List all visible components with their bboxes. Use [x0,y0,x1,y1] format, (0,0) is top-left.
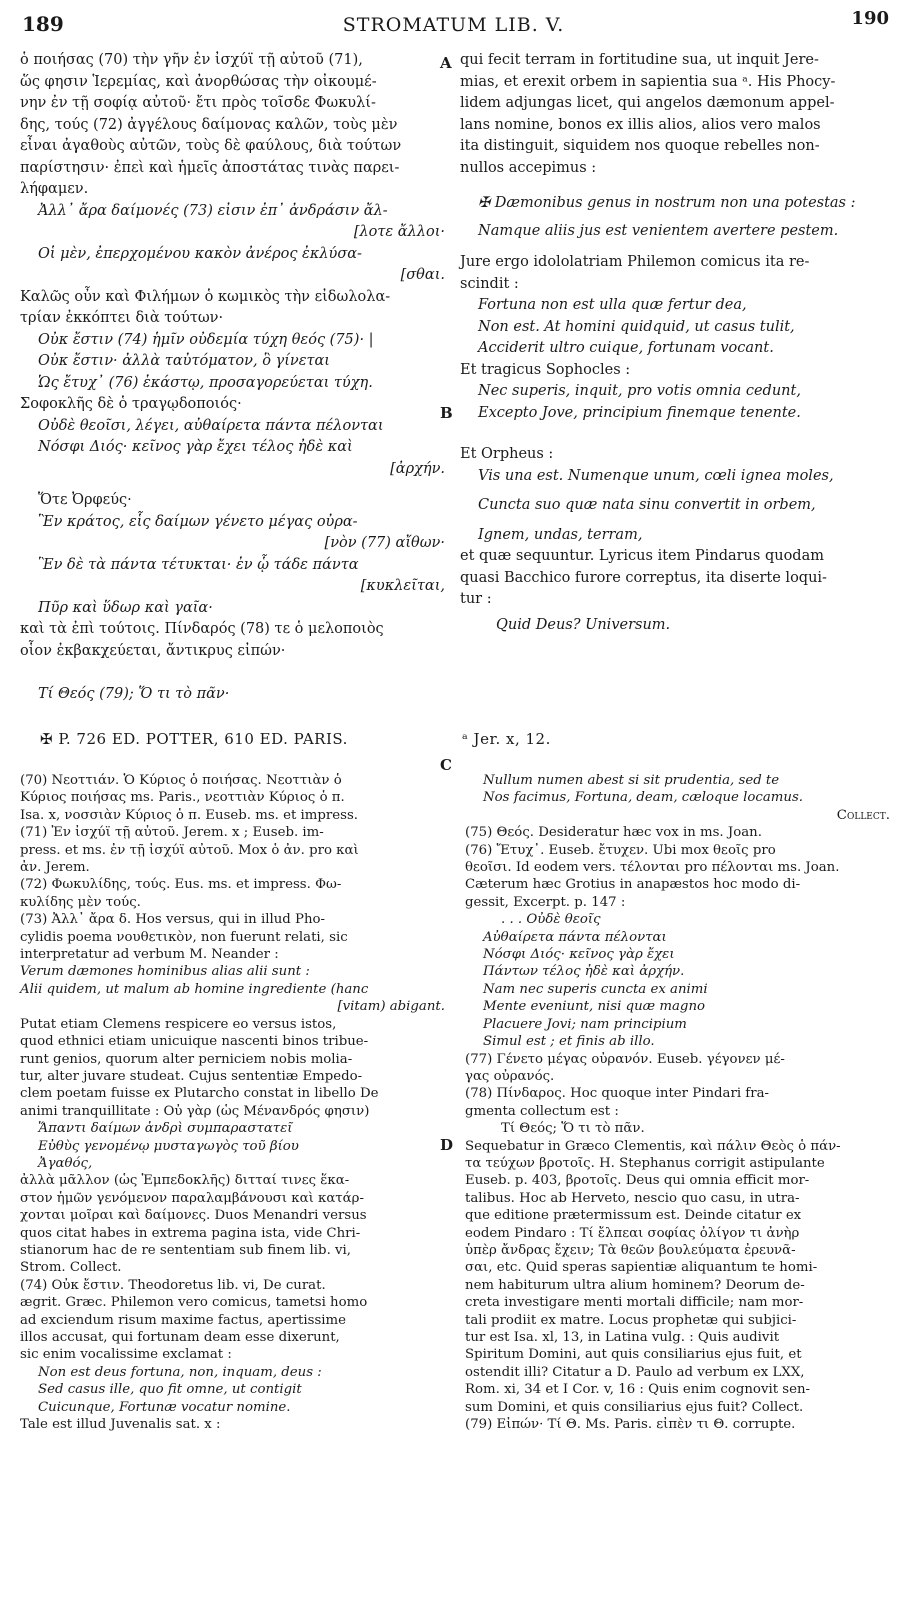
greek-verse-line: Ἓν κράτος, εἷς δαίμων γένετο μέγας οὐρα- [38,513,358,530]
greek-verse-line: [νὸν (77) αἴθων· [324,535,445,551]
greek-verse-line: Οὐκ ἔστιν· ἀλλὰ ταὐτόματον, ὃ γίνεται [38,353,330,369]
latin-verse-line: Quid Deus? Universum. [496,616,671,633]
note-line: γας οὐρανός. [465,1068,555,1084]
latin-line: et quæ sequuntur. Lyricus item Pindarus quodam [460,548,824,564]
note-line: σαι, etc. Quid speras sapientiæ aliquantum te homi- [465,1260,818,1276]
note-line: (73) Ἀλλ᾽ ἄρα δ. Hos versus, qui in illud Pho- [20,912,326,928]
left-footer: ✠ P. 726 ED. POTTER, 610 ED. PARIS. [40,730,348,748]
note-line: χονται μοῖραι καὶ δαίμονες. Duos Menandri versus [20,1208,367,1224]
note-line: (78) Πίνδαρος. Hoc quoque inter Pindari fra- [465,1086,769,1102]
note-line: (76) Ἔτυχ᾽. Euseb. ἔτυχεν. Ubi mox θεοῖς pro [465,842,776,858]
note-line: interpretatur ad verbum M. Neander : [20,947,279,963]
note-line: Verum dæmones hominibus alias alii sunt : [20,964,310,980]
note-line: Αὐθαίρετα πάντα πέλονται [483,929,667,945]
greek-line: Ὅτε Ὀρφεύς· [38,492,132,508]
note-line: (74) Οὐκ ἔστιν. Theodoretus lib. vi, De curat. [20,1277,326,1293]
note-line: cylidis poema νουθετικὸν, non fuerunt relati, sic [20,929,348,945]
note-line: Euseb. p. 403, βροτοῖς. Deus qui omnia efficit mor- [465,1173,810,1189]
latin-line: lans nomine, bonos ex illis alios, alios vero malos [460,116,821,133]
note-line: tur est Isa. xl, 13, in Latina vulg. : Quis audivit [465,1330,780,1345]
note-line: Non est deus fortuna, non, inquam, deus : [38,1364,322,1380]
greek-line: Καλῶς οὖν καὶ Φιλήμων ὁ κωμικὸς τὴν εἰδωλολα- [20,288,391,305]
note-line: (79) Εἰπών· Τί Θ. Ms. Paris. εἰπὲν τι Θ. corrupte. [465,1417,796,1433]
note-line: tur, alter juvare studeat. Cujus sententiæ Empedo- [20,1068,363,1084]
note-line: ad exciendum risum maxime factus, apertissime [20,1312,347,1328]
note-line: Mente eveniunt, nisi quæ magno [483,999,706,1015]
note-line: (75) Θεός. Desideratur hæc vox in ms. Joan. [465,825,762,841]
note-line: Τί Θεός; Ὅ τι τὸ πᾶν. [501,1121,645,1137]
page-number-right: 190 [851,8,889,29]
running-header [18,8,889,38]
latin-line: Et Orpheus : [460,446,554,462]
greek-verse-line: Νόσφι Διός· κεῖνος γὰρ ἔχει τέλος ἠδὲ καὶ [38,439,353,455]
greek-verse-line: Οὐδὲ θεοῖσι, λέγει, αὐθαίρετα πάντα πέλονται [38,417,384,434]
note-line: θεοῖσι. Id eodem vers. τέλονται pro πέλονται ms. Joan. [465,860,840,876]
latin-line: ita distinguit, siquidem nos quoque rebelles non- [460,138,820,154]
note-line: quod ethnici etiam unicuique nascenti binos tribue- [20,1034,369,1050]
latin-verse-line: Vis una est. Numenque unum, cœli ignea moles, [478,467,834,484]
greek-verse-line: Ἓν δὲ τὰ πάντα τέτυκται· ἐν ᾧ τάδε πάντα [38,556,359,573]
note-line: Εὐθὺς γενομένῳ μυσταγωγὸς τοῦ βίου [38,1138,299,1154]
note-line: Alii quidem, ut malum ab homine ingrediente (hanc [20,981,369,997]
note-line: ὑπὲρ ἄνδρας ἔχειν; Τὰ θεῶν βουλεύματα ἐρευνᾶ- [465,1242,796,1258]
note-line: (72) Φωκυλίδης, τούς. Eus. ms. et impress. Φω- [20,877,342,893]
latin-verse-line: Namque aliis jus est venientem avertere pestem. [478,222,839,239]
greek-verse-line: Πῦρ καὶ ὕδωρ καὶ γαῖα· [38,599,213,616]
greek-line: εἶναι ἀγαθοὺς αὐτῶν, τοὺς δὲ φαύλους, διὰ τούτων [20,138,402,154]
latin-line: quasi Bacchico furore correptus, ita diserte loqui- [460,569,827,586]
note-line: Κύριος ποιήσας ms. Paris., νεοττιὰν Κύριος ὁ π. [20,790,345,806]
latin-line: Et tragicus Sophocles : [460,361,631,378]
note-line: τα τεύχων βροτοῖς. H. Stephanus corrigit astipulante [465,1155,825,1171]
note-line: gmenta collectum est : [465,1103,619,1119]
greek-verse-line: Τί Θεός (79); Ὅ τι τὸ πᾶν· [38,686,230,702]
greek-line: ὥς φησιν Ἱερεμίας, καὶ ἀνορθώσας τὴν οἰκουμέ- [20,73,377,90]
running-head-title: STROMATUM LIB. V. [342,14,565,36]
latin-line: tur : [460,591,492,607]
note-line: Cæterum hæc Grotius in anapæstos hoc modo di- [465,877,801,893]
note-line: Putat etiam Clemens respicere eo versus istos, [20,1016,337,1032]
greek-verse-line: Ὡς ἔτυχ᾽ (76) ἑκάστῳ, προσαγορεύεται τύχη. [38,374,373,391]
greek-verse-line: [λοτε ἄλλοι· [353,224,445,240]
notes-right [465,772,890,1433]
latin-verse-line: Nec superis, inquit, pro votis omnia cedunt, [478,383,801,399]
note-line: creta investigare menti mortali difficile; nam mor- [465,1295,804,1311]
latin-line: mias, et erexit orbem in sapientia sua ᵃ. His Phocy- [460,73,836,90]
margin-letter-b: B [440,404,453,422]
notes-left [20,772,445,1433]
latin-verse-line: ✠ Dæmonibus genus in nostrum non una potestas : [478,195,856,211]
note-line: Nullum numen abest si sit prudentia, sed te [483,773,780,788]
note-line: eodem Pindaro : Τί ἔλπεαι σοφίας ὀλίγον τι ἀνὴρ [465,1225,800,1241]
note-line: clem poetam fuisse ex Plutarcho constat in libello De [20,1086,379,1102]
note-line: quos citat habes in extrema pagina ista, vide Chri- [20,1225,361,1241]
greek-line: νην ἐν τῇ σοφίᾳ αὐτοῦ· ἔτι πρὸς τοῖσδε Φωκυλί- [20,95,376,111]
note-line: Collect. [836,807,890,823]
note-line: Sed casus ille, quo fit omne, ut contigit [38,1382,302,1398]
right-footnote: ᵃ Jer. x, 12. [462,730,551,748]
greek-line: Σοφοκλῆς δὲ ὁ τραγῳδοποιός· [20,396,242,412]
note-line: (77) Γένετο μέγας οὐρανόν. Euseb. γέγονεν μέ- [465,1051,785,1067]
note-line: Nam nec superis cuncta ex animi [483,981,708,997]
note-line: ἀλλὰ μᾶλλον (ὡς Ἐμπεδοκλῆς) διτταί τινες ἕκα- [20,1173,350,1189]
greek-verse-line: Οἱ μὲν, ἐπερχομένου κακὸν ἀνέρος ἐκλύσα- [38,245,362,262]
note-line: tali prodiit ex matre. Locus prophetæ qui subjici- [465,1312,797,1328]
margin-letter-a: A [440,54,452,72]
greek-line: οἷον ἐκβακχεύεται, ἄντικρυς εἰπών· [20,642,286,659]
greek-column [20,50,445,706]
note-line: Simul est ; et finis ab illo. [483,1034,655,1050]
note-line: Tale est illud Juvenalis sat. x : [20,1417,221,1433]
greek-verse-line: [κυκλεῖται, [360,578,445,594]
latin-column [460,50,890,636]
latin-line: Jure ergo idololatriam Philemon comicus ita re- [460,254,810,270]
note-line: (70) Νεοττιάν. Ὁ Κύριος ὁ ποιήσας. Νεοττιὰν ὁ [20,773,342,788]
greek-line: ὁ ποιήσας (70) τὴν γῆν ἐν ἰσχύϊ τῇ αὐτοῦ (71), [20,52,363,68]
page-number-left: 189 [22,12,64,36]
latin-verse-line: Cuncta suo quæ nata sinu convertit in orbem, [478,497,816,513]
greek-line: παρίστησιν· ἐπεὶ καὶ ἡμεῖς ἀποστάτας τινὰς παρει- [20,159,400,176]
note-line: Placuere Jovi; nam principium [483,1016,687,1032]
note-line: Νόσφι Διός· κεῖνος γὰρ ἔχει [483,947,675,963]
latin-verse-line: Fortuna non est ulla quæ fertur dea, [478,297,747,313]
margin-letter-d: D [440,1136,454,1154]
note-line: ἀν. Jerem. [20,860,90,876]
greek-line: λήφαμεν. [20,181,89,197]
note-line: Πάντων τέλος ἠδὲ καὶ ἀρχήν. [483,964,685,980]
note-line: runt genios, quorum alter perniciem nobis molia- [20,1051,353,1067]
note-line: [vitam) abigant. [337,999,445,1015]
note-line: Rom. xi, 34 et I Cor. v, 16 : Quis enim cognovit sen- [465,1382,811,1398]
note-line: ostendit illi? Citatur a D. Paulo ad verbum ex LXX, [465,1364,805,1380]
latin-verse-line: Excepto Jove, principium finemque tenente. [478,404,801,421]
greek-verse-line: [ἀρχήν. [390,460,445,477]
note-line: Cuicunque, Fortunæ vocatur nomine. [38,1399,291,1415]
note-line: Ἀγαθός, [38,1155,93,1171]
greek-verse-line: Ἀλλ᾽ ἄρα δαίμονές (73) εἰσιν ἐπ᾽ ἀνδράσιν ἄλ- [38,202,388,219]
note-line: κυλίδης μὲν τούς. [20,894,141,910]
greek-line: τρίαν ἐκκόπτει διὰ τούτων· [20,310,224,326]
latin-line: qui fecit terram in fortitudine sua, ut inquit Jere- [460,52,819,68]
note-line: nem habiturum ultra alium hominem? Deorum de- [465,1277,805,1293]
note-line: Ἅπαντι δαίμων ἀνδρὶ συμπαραστατεῖ [38,1121,293,1137]
note-line: . . . Οὐδὲ θεοῖς [501,912,601,928]
note-line: Strom. Collect. [20,1260,122,1276]
latin-verse-line: Ignem, undas, terram, [478,526,643,543]
note-line: illos accusat, qui fortunam deam esse dixerunt, [20,1330,340,1345]
note-line: animi tranquillitate : Οὐ γὰρ (ὡς Μένανδρός φησιν) [20,1103,370,1119]
note-line: ægrit. Græc. Philemon vero comicus, tametsi homo [20,1295,368,1311]
margin-letter-c: C [440,756,452,774]
note-line: Isa. x, νοσσιὰν Κύριος ὁ π. Euseb. ms. et impress. [20,807,359,823]
greek-line: δης, τούς (72) ἀγγέλους δαίμονας καλῶν, τοὺς μὲν [20,116,398,133]
note-line: Nos facimus, Fortuna, deam, cæloque locamus. [483,790,804,806]
note-line: talibus. Hoc ab Herveto, nescio quo casu, in utra- [465,1190,800,1206]
note-line: press. et ms. ἐν τῇ ἰσχύϊ αὐτοῦ. Mox ὁ ἀν. pro καὶ [20,842,359,858]
latin-line: lidem adjungas licet, qui angelos dæmonum appel- [460,95,835,111]
latin-verse-line: Acciderit ultro cuique, fortunam vocant. [478,340,774,356]
greek-line: καὶ τὰ ἐπὶ τούτοις. Πίνδαρός (78) τε ὁ μελοποιὸς [20,621,384,637]
latin-verse-line: Non est. At homini quidquid, ut casus tulit, [478,318,795,335]
note-line: Sequebatur in Græco Clementis, καὶ πάλιν Θεὸς ὁ πάν- [465,1138,841,1154]
note-line: στον ἡμῶν γενόμενον παραλαμβάνουσι καὶ κατάρ- [20,1190,364,1206]
note-line: sic enim vocalissime exclamat : [20,1347,232,1363]
note-line: stianorum hac de re sententiam sub finem lib. vi, [20,1242,352,1258]
note-line: que editione prætermissum est. Deinde citatur ex [465,1208,802,1224]
greek-verse-line: Οὐκ ἔστιν (74) ἡμῖν οὐδεμία τύχη θεός (75)· | [38,331,374,348]
note-line: (71) Ἐν ἰσχύϊ τῇ αὐτοῦ. Jerem. x ; Euseb. im- [20,825,324,841]
note-line: sum Domini, et quis consiliarius ejus fuit? Collect. [465,1399,804,1415]
greek-verse-line: [σθαι. [400,267,445,283]
note-line: gessit, Excerpt. p. 147 : [465,894,626,910]
latin-line: nullos accepimus : [460,159,597,176]
note-line: Spiritum Domini, aut quis consiliarius ejus fuit, et [465,1347,802,1363]
latin-line: scindit : [460,275,519,292]
